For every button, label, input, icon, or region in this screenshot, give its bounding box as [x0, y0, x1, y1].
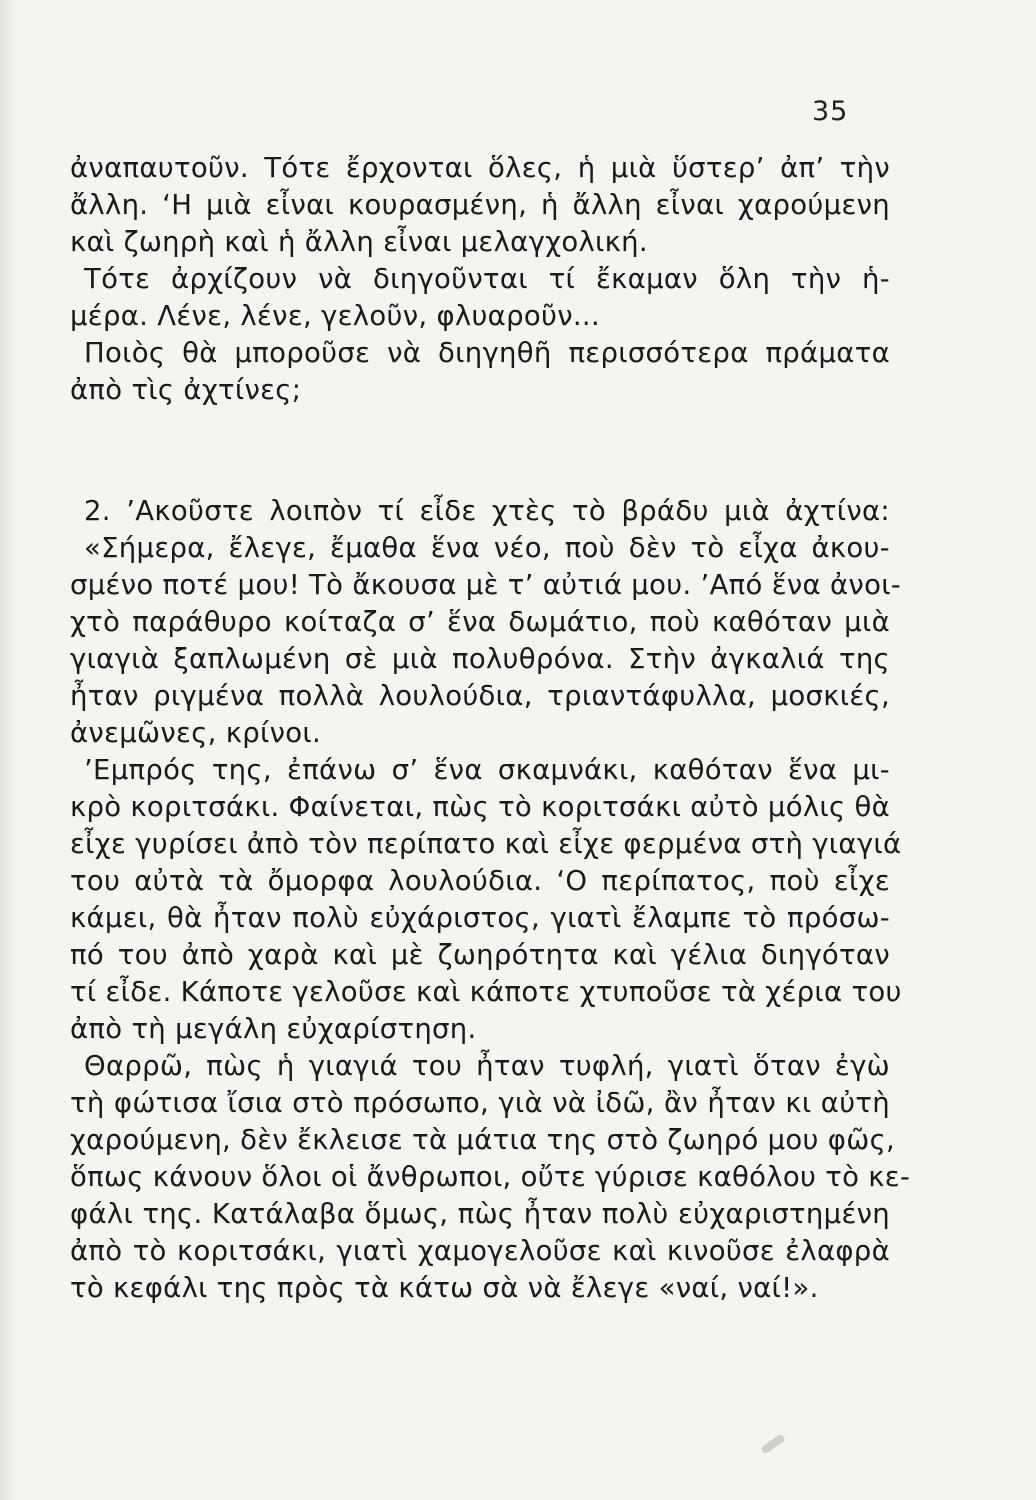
- text-line: ἀπὸ τὸ κοριτσάκι, γιατὶ χαμογελοῦσε καὶ κινοῦσε ἐλαφρὰ: [70, 1235, 890, 1267]
- text-line: σμένο ποτέ μου! Τὸ ἄκουσα μὲ τ’ αὐτιά μου. ’Από ἕνα ἀνοι-: [70, 569, 902, 601]
- text-line: «Σήμερα, ἔλεγε, ἔμαθα ἕνα νέο, ποὺ δὲν τὸ εἶχα ἀκου-: [84, 532, 890, 564]
- text-line: ἀπὸ τὶς ἀχτίνες;: [70, 374, 302, 406]
- text-line: κάμει, θὰ ἦταν πολὺ εὐχάριστος, γιατὶ ἔλαμπε τὸ πρόσω-: [70, 902, 890, 934]
- page-text: [70, 150, 911, 1307]
- ink-speck: [760, 1433, 786, 1454]
- text-line: ἀπὸ τὴ μεγάλη εὐχαρίστηση.: [70, 1013, 477, 1045]
- text-line: καὶ ζωηρὴ καὶ ἡ ἄλλη εἶναι μελαγχολική.: [70, 226, 648, 258]
- text-line: φάλι της. Κατάλαβα ὅμως, πὼς ἦταν πολὺ εὐχαριστημένη: [70, 1198, 890, 1230]
- text-line: τί εἶδε. Κάποτε γελοῦσε καὶ κάποτε χτυποῦσε τὰ χέρια του: [70, 976, 902, 1008]
- text-line: Τότε ἀρχίζουν νὰ διηγοῦνται τί ἔκαμαν ὅλη τὴν ἡ-: [84, 263, 890, 295]
- text-line: χτὸ παράθυρο κοίταζα σ’ ἕνα δωμάτιο, ποὺ καθόταν μιὰ: [70, 606, 890, 638]
- page-number: 35: [812, 96, 849, 127]
- text-line: του αὐτὰ τὰ ὄμορφα λουλούδια. ‘Ο περίπατος, ποὺ εἶχε: [70, 865, 890, 897]
- text-line: ἀναπαυτοῦν. Τότε ἔρχονται ὅλες, ἡ μιὰ ὕστερ’ ἀπ’ τὴν: [70, 152, 890, 184]
- text-line: πό του ἀπὸ χαρὰ καὶ μὲ ζωηρότητα καὶ γέλια διηγόταν: [70, 939, 890, 971]
- text-line: εἶχε γυρίσει ἀπὸ τὸν περίπατο καὶ εἶχε φερμένα στὴ γιαγιά: [70, 828, 902, 860]
- text-line: τὴ φώτισα ἴσια στὸ πρόσωπο, γιὰ νὰ ἰδῶ, ἂν ἦταν κι αὐτὴ: [70, 1087, 890, 1119]
- text-line: χαρούμενη, δὲν ἔκλεισε τὰ μάτια της στὸ ζωηρό μου φῶς,: [70, 1124, 896, 1156]
- text-line: ἄλλη. ‘Η μιὰ εἶναι κουρασμένη, ἡ ἄλλη εἶναι χαρούμενη: [70, 189, 890, 221]
- text-line: ’Εμπρός της, ἐπάνω σ’ ἕνα σκαμνάκι, καθόταν ἕνα μι-: [84, 754, 890, 786]
- section-gap: [70, 409, 890, 493]
- page-edge-shadow: [0, 0, 18, 1500]
- text-line: Θαρρῶ, πὼς ἡ γιαγιά του ἦταν τυφλή, γιατὶ ὅταν ἐγὼ: [84, 1050, 890, 1082]
- text-line: μέρα. Λένε, λένε, γελοῦν, φλυαροῦν...: [70, 300, 600, 332]
- text-line: ὅπως κάνουν ὅλοι οἱ ἄνθρωποι, οὔτε γύρισε καθόλου τὸ κε-: [70, 1161, 911, 1193]
- text-line: κρὸ κοριτσάκι. Φαίνεται, πὼς τὸ κοριτσάκι αὐτὸ μόλις θὰ: [70, 791, 891, 823]
- text-line: 2. ’Ακοῦστε λοιπὸν τί εἶδε χτὲς τὸ βράδυ μιὰ ἀχτίνα:: [84, 495, 890, 527]
- text-line: ἀνεμῶνες, κρίνοι.: [70, 717, 322, 749]
- text-line: γιαγιὰ ξαπλωμένη σὲ μιὰ πολυθρόνα. Στὴν ἀγκαλιά της: [70, 643, 890, 675]
- text-line: Ποιὸς θὰ μποροῦσε νὰ διηγηθῆ περισσότερα πράματα: [84, 337, 890, 369]
- text-line: τὸ κεφάλι της πρὸς τὰ κάτω σὰ νὰ ἔλεγε «ναί, ναί!».: [70, 1272, 819, 1304]
- text-line: ἦταν ριγμένα πολλὰ λουλούδια, τριαντάφυλλα, μοσκιές,: [70, 680, 890, 712]
